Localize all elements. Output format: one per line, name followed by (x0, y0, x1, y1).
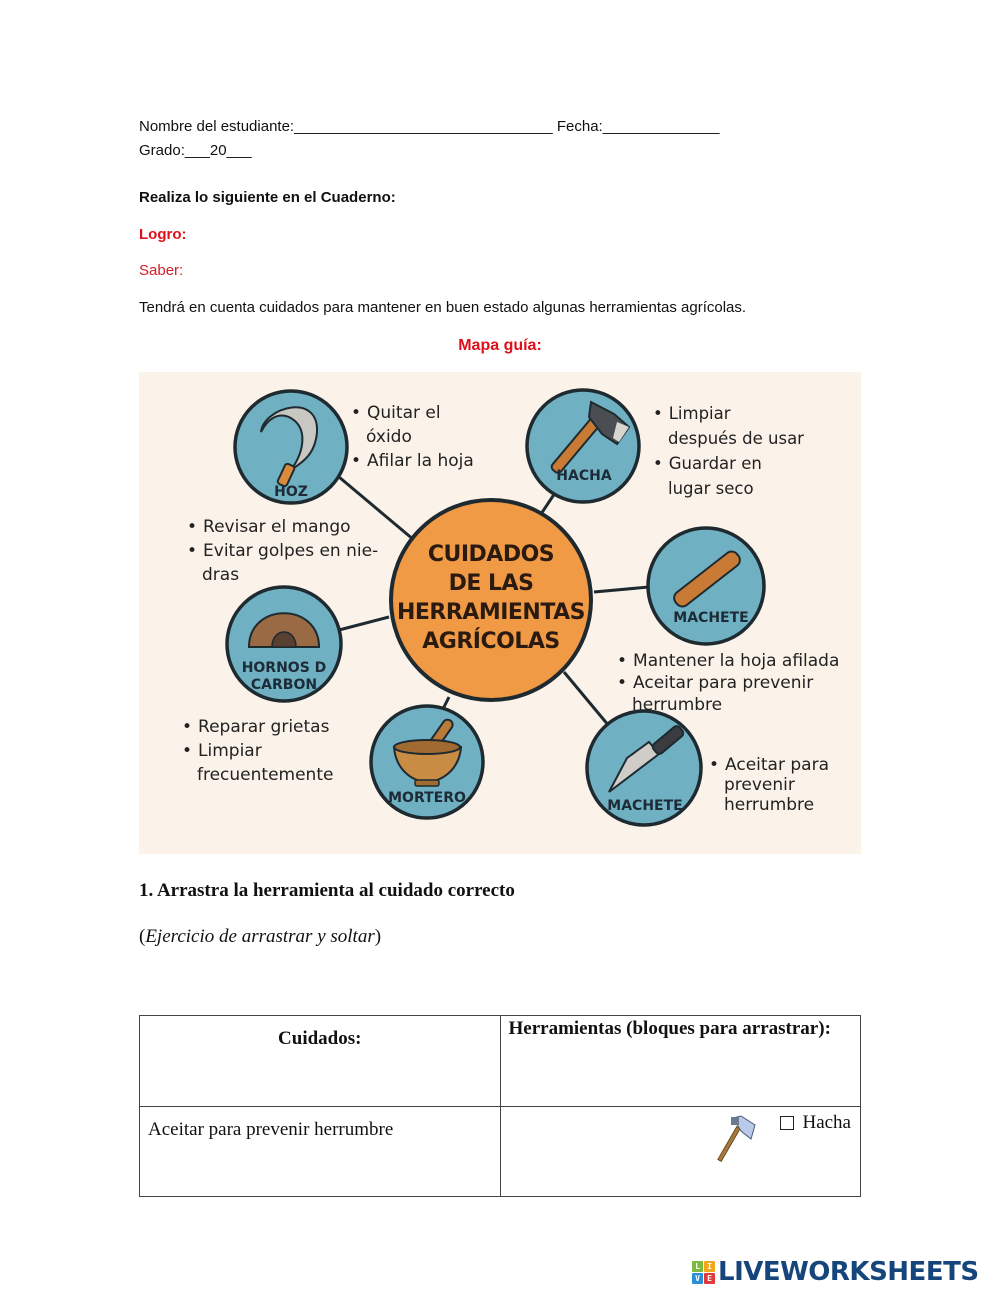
care-item: • Guardar en (653, 451, 804, 476)
care-cell: Aceitar para prevenir herrumbre (140, 1107, 501, 1197)
axe-icon[interactable] (711, 1113, 761, 1163)
center-line-2: DE LAS (448, 571, 534, 596)
center-line-1: CUIDADOS (427, 542, 555, 567)
logro-label: Logro: (139, 226, 187, 243)
node-label-hornos (239, 660, 329, 694)
logo-letter: E (704, 1273, 715, 1284)
cares-machete-1 (617, 650, 839, 716)
care-item: herrumbre (724, 795, 815, 815)
node-label-machete-1: MACHETE (673, 610, 749, 626)
cares-hornos (182, 715, 333, 787)
drop-zone[interactable] (500, 1107, 861, 1197)
liveworksheets-logo[interactable] (692, 1257, 979, 1287)
cares-hoz (351, 401, 474, 473)
center-title (391, 540, 591, 656)
option-hacha[interactable] (780, 1112, 851, 1134)
map-title: Mapa guía: (458, 337, 542, 354)
care-item: • Reparar grietas (182, 715, 333, 739)
care-item: • Aceitar para prevenir (617, 672, 839, 694)
concept-map (139, 372, 861, 854)
table-row (140, 1107, 861, 1197)
cares-extra (187, 515, 378, 587)
care-item: • Limpiar (653, 401, 804, 426)
header-cuidados: Cuidados: (140, 1016, 501, 1107)
care-item: • Aceitar para (709, 755, 829, 775)
logo-icon (692, 1261, 715, 1284)
logo-letter: L (692, 1261, 703, 1272)
care-item: • Quitar el (351, 401, 474, 425)
instructions: Realiza lo siguiente en el Cuaderno: (139, 189, 396, 206)
cares-hacha (653, 401, 804, 501)
paren-open: ( (139, 926, 146, 947)
care-item: prevenir (724, 775, 795, 795)
node-label-hornos-line-1: HORNOS D (241, 660, 327, 676)
care-item: después de usar (668, 429, 804, 448)
exercise-table (139, 1015, 861, 1197)
table-header-row (140, 1016, 861, 1107)
cares-machete-2 (709, 755, 829, 815)
grade-line[interactable]: Grado:___20___ (139, 142, 252, 159)
center-line-3: HERRAMIENTAS (396, 600, 586, 625)
care-item: frecuentemente (197, 765, 334, 785)
subtitle-text: Ejercicio de arrastrar y soltar (145, 926, 375, 947)
node-label-hornos-line-2: CARBON (250, 677, 318, 693)
logo-letter: I (704, 1261, 715, 1272)
exercise-title: 1. Arrastra la herramienta al cuidado correcto (139, 880, 515, 901)
center-line-4: AGRÍCOLAS (422, 629, 560, 654)
header-herramientas: Herramientas (bloques para arrastrar): (500, 1016, 861, 1107)
checkbox[interactable] (780, 1116, 794, 1130)
student-info-line[interactable]: Nombre del estudiante:_______________________________ Fecha:______________ (139, 118, 720, 135)
logo-text: LIVEWORKSHEETS (718, 1257, 979, 1287)
node-label-mortero: MORTERO (388, 790, 466, 806)
option-label: Hacha (802, 1112, 851, 1133)
connector-machete-1 (594, 587, 649, 592)
care-item: herrumbre (632, 695, 723, 715)
care-item: • Limpiar (182, 739, 333, 763)
description: Tendrá en cuenta cuidados para mantener en buen estado algunas herramientas agrícolas. (139, 299, 747, 316)
care-item: lugar seco (668, 479, 754, 498)
saber-label: Saber: (139, 262, 184, 279)
node-label-hoz: HOZ (274, 484, 308, 500)
node-label-hacha: HACHA (556, 468, 612, 484)
care-item: dras (202, 565, 240, 585)
care-item: • Mantener la hoja afilada (617, 650, 839, 672)
node-label-machete-2: MACHETE (607, 798, 683, 814)
care-item: • Afilar la hoja (351, 449, 474, 473)
connector-hornos (339, 617, 389, 630)
care-item: • Evitar golpes en nie- (187, 539, 378, 563)
care-item: • Revisar el mango (187, 515, 378, 539)
care-item: óxido (366, 427, 412, 447)
exercise-subtitle (139, 926, 381, 948)
logo-letter: V (692, 1273, 703, 1284)
paren-close: ) (374, 926, 382, 947)
